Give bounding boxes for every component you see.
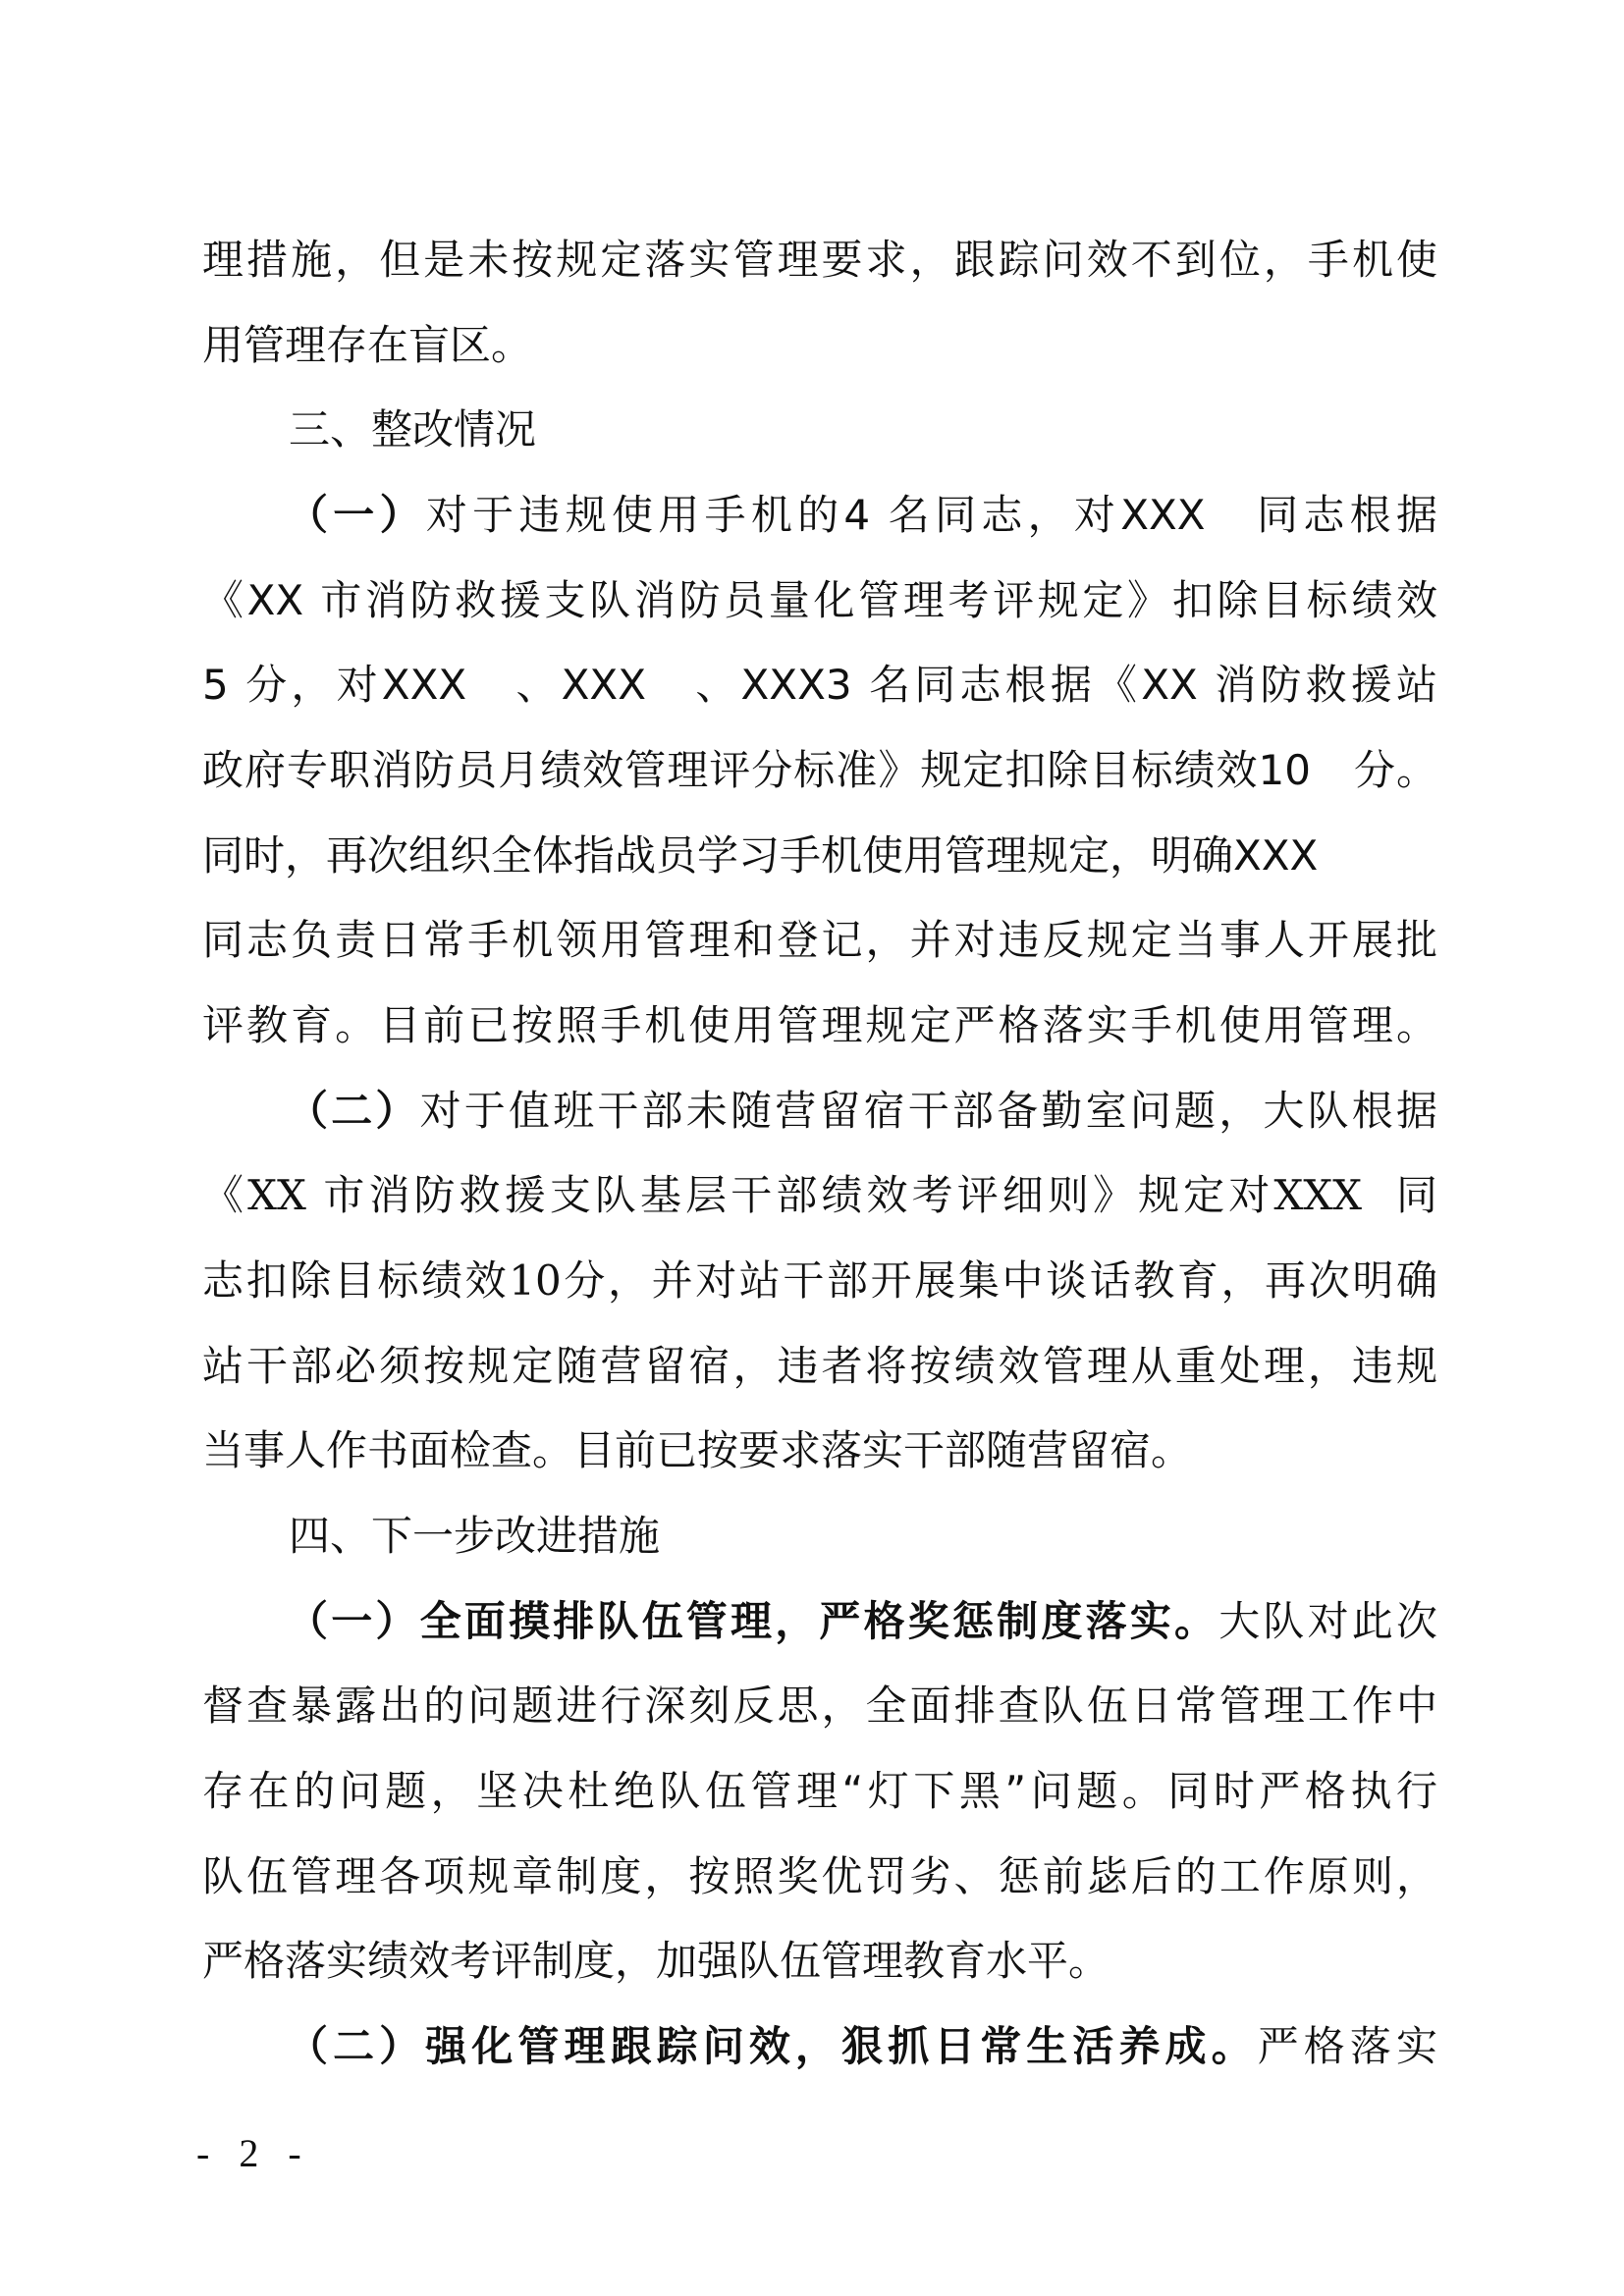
body-line: 严格落实绩效考评制度，加强队伍管理教育水平。 [202, 1937, 1110, 1985]
measure-1-line: （一）全面摸排队伍管理，严格奖惩制度落实。大队对此次 [287, 1597, 1437, 1645]
measure-heading: 全面摸排队伍管理，严格奖惩制度落实。 [419, 1597, 1219, 1645]
measure-2-line: （二）强化管理跟踪问效，狠抓日常生活养成。严格落实 [287, 2022, 1437, 2070]
subsection-marker: （一） [287, 491, 426, 539]
body-line: 5 分，对XXX 、XXX 、XXX3 名同志根据《XX 消防救援站 [202, 661, 1437, 709]
body-line: 当事人作书面检查。目前已按要求落实干部随营留宿。 [202, 1426, 1193, 1474]
body-line: 同时，再次组织全体指战员学习手机使用管理规定，明确XXX [202, 831, 1319, 880]
body-line: 用管理存在盲区。 [202, 321, 533, 369]
measure-heading: 强化管理跟踪问效，狠抓日常生活养成。 [425, 2022, 1258, 2070]
body-line: 存在的问题，坚决杜绝队伍管理“灯下黑”问题。同时严格执行 [202, 1767, 1437, 1815]
paragraph-2-line: （二）对于值班干部未随营留宿干部备勤室问题，大队根据 [287, 1087, 1437, 1135]
subsection-marker: （一） [287, 1597, 420, 1645]
section-heading-3: 三、整改情况 [289, 405, 537, 454]
body-line: 队伍管理各项规章制度，按照奖优罚劣、惩前毖后的工作原则， [202, 1852, 1437, 1900]
subsection-marker: （二） [287, 2022, 426, 2070]
subsection-marker: （二） [287, 1087, 420, 1135]
body-line: 站干部必须按规定随营留宿，违者将按绩效管理从重处理，违规 [202, 1342, 1437, 1390]
body-line: 理措施，但是未按规定落实管理要求，跟踪问效不到位，手机使 [202, 236, 1437, 284]
body-line: 志扣除目标绩效10分，并对站干部开展集中谈话教育，再次明确 [202, 1256, 1437, 1305]
page-number: - 2 - [196, 2131, 311, 2175]
body-line: 政府专职消防员月绩效管理评分标准》规定扣除目标绩效10 分。 [202, 746, 1437, 794]
body-line: 《XX 市消防救援支队基层干部绩效考评细则》规定对XXX 同 [202, 1171, 1437, 1219]
paragraph-1-line: （一）对于违规使用手机的4 名同志，对XXX 同志根据 [287, 491, 1437, 539]
body-line: 同志负责日常手机领用管理和登记，并对违反规定当事人开展批 [202, 916, 1437, 964]
body-line: 评教育。目前已按照手机使用管理规定严格落实手机使用管理。 [202, 1001, 1437, 1049]
body-line: 《XX 市消防救援支队消防员量化管理考评规定》扣除目标绩效 [202, 576, 1437, 624]
body-line: 督查暴露出的问题进行深刻反思，全面排查队伍日常管理工作中 [202, 1682, 1437, 1730]
section-heading-4: 四、下一步改进措施 [289, 1512, 661, 1560]
